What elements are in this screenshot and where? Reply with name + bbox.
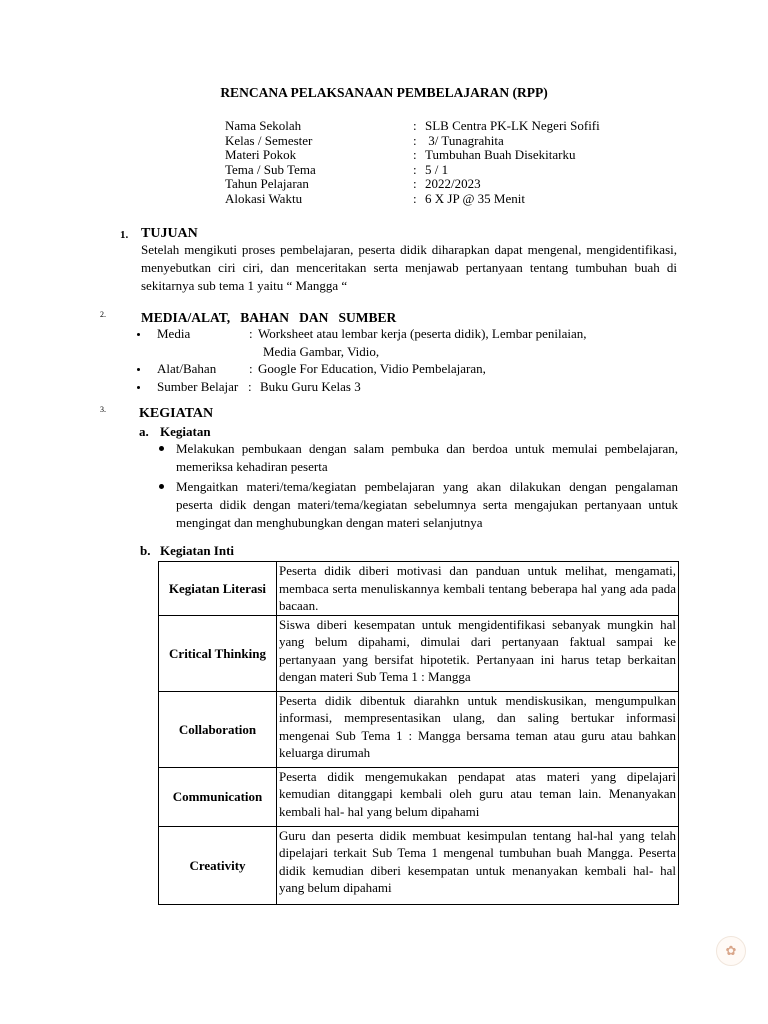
kegiatan-item: Mengaitkan materi/tema/kegiatan pembelajaran yang akan dilakukan dengan pengalaman peserta didik dengan materi/tema/kegiatan sebelumnya serta mengajukan pertanyaan untuk mengingat dan menghubungkan dengan materi selanjutnya [176, 479, 678, 530]
bullet-icon [137, 333, 140, 336]
subsection-label: a. [139, 424, 149, 439]
list-item [135, 360, 675, 378]
bullet-icon [159, 446, 164, 451]
info-sep: : [413, 176, 417, 192]
info-sep: : [413, 147, 417, 163]
row-body: Peserta didik dibentuk diarahkn untuk mendiskusikan, mengumpulkan informasi, mempresentasikan ulang, dan saling bertukar informasi mengenai Sub Tema 1 : Mangga bersama teman atau guru atau bahkan keluarga dirumah [277, 691, 679, 767]
info-label: Kelas / Semester [225, 132, 313, 148]
bullet-icon [137, 386, 140, 389]
info-sep: : [413, 161, 417, 177]
info-value: SLB Centra PK-LK Negeri Sofifi [425, 118, 600, 133]
info-row [225, 134, 600, 149]
media-value-continued: Media Gambar, Vidio, [263, 344, 380, 359]
media-value: Worksheet atau lembar kerja (peserta didik), Lembar penilaian, [258, 326, 587, 341]
table-row [159, 691, 679, 767]
info-label: Nama Sekolah [225, 118, 302, 133]
info-value: 6 X JP @ 35 Menit [425, 190, 525, 206]
info-label: Alokasi Waktu [225, 190, 303, 206]
subsection-label: b. [140, 543, 151, 558]
info-value: 3/ Tunagrahita [425, 132, 504, 148]
row-header: Kegiatan Literasi [159, 562, 277, 616]
info-label: Tema / Sub Tema [225, 161, 316, 177]
sumber-sep: : [248, 379, 252, 394]
table-row [159, 615, 679, 691]
info-row [225, 192, 600, 207]
row-body: Siswa diberi kesempatan untuk mengidentifikasi sebanyak mungkin hal yang belum dipahami, dimulai dari pertanyaan faktual sampai ke pertanyaan yang bersifat hipotetik. Pertanyaan ini harus tetap berkaitan dengan materi Sub Tema 1 : Mangga [277, 615, 679, 691]
media-sep: : [249, 326, 253, 341]
info-row [225, 177, 600, 192]
info-value: 5 / 1 [425, 161, 449, 177]
kegiatan-inti-table [158, 561, 679, 905]
subsection-title-kegiatan: Kegiatan [160, 424, 211, 439]
table-row [159, 562, 679, 616]
bullet-icon [159, 484, 164, 489]
media-label: Media [157, 326, 191, 341]
media-list [135, 325, 675, 396]
info-label: Tahun Pelajaran [225, 176, 309, 192]
section-title-kegiatan: KEGIATAN [139, 406, 214, 421]
info-sep: : [413, 190, 417, 206]
section-title-media: MEDIA/ALAT, BAHAN DAN SUMBER [141, 310, 397, 325]
sumber-value: Buku Guru Kelas 3 [260, 379, 361, 394]
info-row [225, 163, 600, 178]
list-item-continued [135, 343, 675, 360]
section-number: 3. [100, 405, 106, 414]
list-item [135, 325, 675, 343]
document-title: RENCANA PELAKSANAAN PEMBELAJARAN (RPP) [220, 85, 548, 100]
section-number: 1. [120, 229, 129, 241]
row-header: Communication [159, 767, 277, 826]
table-row [159, 767, 679, 826]
info-row [225, 119, 600, 134]
info-row [225, 148, 600, 163]
tujuan-paragraph: Setelah mengikuti proses pembelajaran, peserta didik diharapkan dapat mengenal, mengidentifikasi, menyebutkan ciri ciri, dan menceritakan serta menjawab pertanyaan tentang tumbuhan buah di sekitarnya sub tema 1 yaitu “ Mangga “ [141, 242, 677, 293]
kegiatan-item: Melakukan pembukaan dengan salam pembuka dan berdoa untuk memulai pembelajaran, memeriksa kehadiran peserta [176, 441, 678, 474]
row-body: Peserta didik diberi motivasi dan panduan untuk melihat, mengamati, membaca serta menuliskannya kembali tentang beberapa hal yang ada pada bacaan. [277, 562, 679, 616]
info-sep: : [413, 132, 417, 148]
info-sep: : [413, 118, 417, 133]
row-body: Guru dan peserta didik membuat kesimpulan tentang hal-hal yang telah dipelajari terkait Sub Tema 1 mengenal tumbuhan buah Mangga. Peserta didik kemudian diberi kesempatan untuk menanyakan kembali hal- hal yang belum dipahami [277, 826, 679, 904]
alat-sep: : [249, 361, 253, 376]
row-header: Creativity [159, 826, 277, 904]
alat-value: Google For Education, Vidio Pembelajaran, [258, 361, 486, 376]
watermark-icon: ✿ [716, 936, 746, 966]
info-label: Materi Pokok [225, 147, 297, 163]
info-value: Tumbuhan Buah Disekitarku [425, 147, 576, 163]
row-header: Collaboration [159, 691, 277, 767]
row-body: Peserta didik mengemukakan pendapat atas materi yang dipelajari kemudian ditanggapi kembali oleh guru atau teman lain. Menanyakan kembali hal- hal yang belum dipahami [277, 767, 679, 826]
section-number: 2. [100, 310, 106, 319]
list-item [135, 378, 675, 396]
alat-label: Alat/Bahan [157, 361, 217, 376]
table-row [159, 826, 679, 904]
row-header: Critical Thinking [159, 615, 277, 691]
sumber-label: Sumber Belajar [157, 379, 239, 394]
info-value: 2022/2023 [425, 176, 481, 192]
section-title-tujuan: TUJUAN [141, 226, 198, 241]
subsection-title-inti: Kegiatan Inti [160, 543, 235, 558]
bullet-icon [137, 368, 140, 371]
school-info [225, 119, 600, 207]
